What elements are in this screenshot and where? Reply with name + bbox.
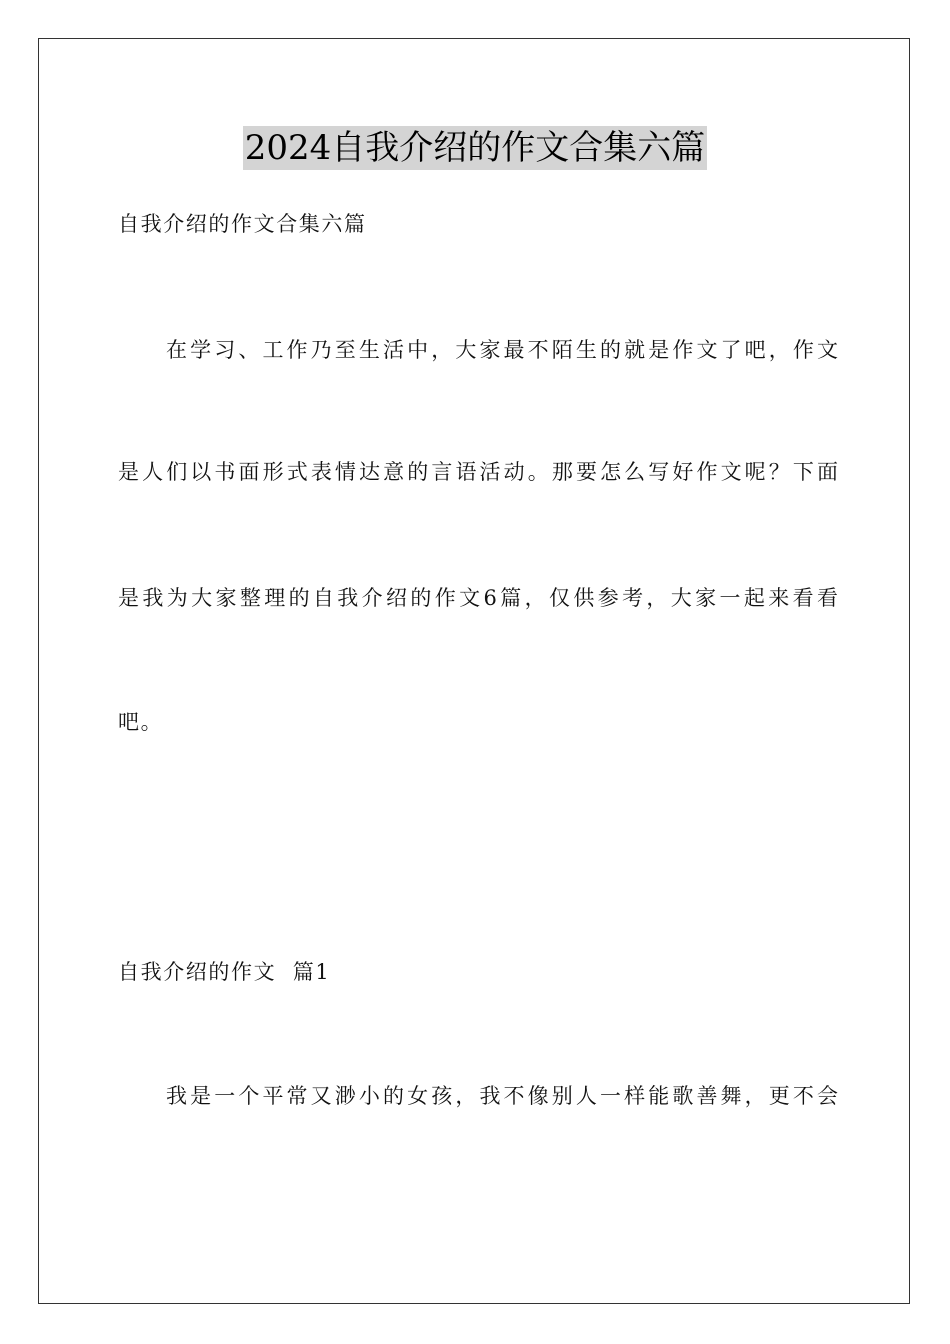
title-container [0, 126, 950, 170]
intro-paragraph-line-2: 是人们以书面形式表情达意的言语活动。那要怎么写好作文呢？下面 [118, 460, 838, 484]
section1-paragraph-line-1: 我是一个平常又渺小的女孩，我不像别人一样能歌善舞，更不会 [166, 1084, 838, 1108]
intro-paragraph-line-3: 是我为大家整理的自我介绍的作文6篇，仅供参考，大家一起来看看 [118, 586, 838, 610]
intro-paragraph-line-1: 在学习、工作乃至生活中，大家最不陌生的就是作文了吧，作文 [166, 338, 838, 362]
document-title: 2024自我介绍的作文合集六篇 [244, 128, 706, 168]
section-heading-1: 自我介绍的作文 篇1 [118, 960, 331, 984]
intro-paragraph-line-4: 吧。 [118, 710, 164, 734]
document-subtitle: 自我介绍的作文合集六篇 [118, 212, 367, 236]
